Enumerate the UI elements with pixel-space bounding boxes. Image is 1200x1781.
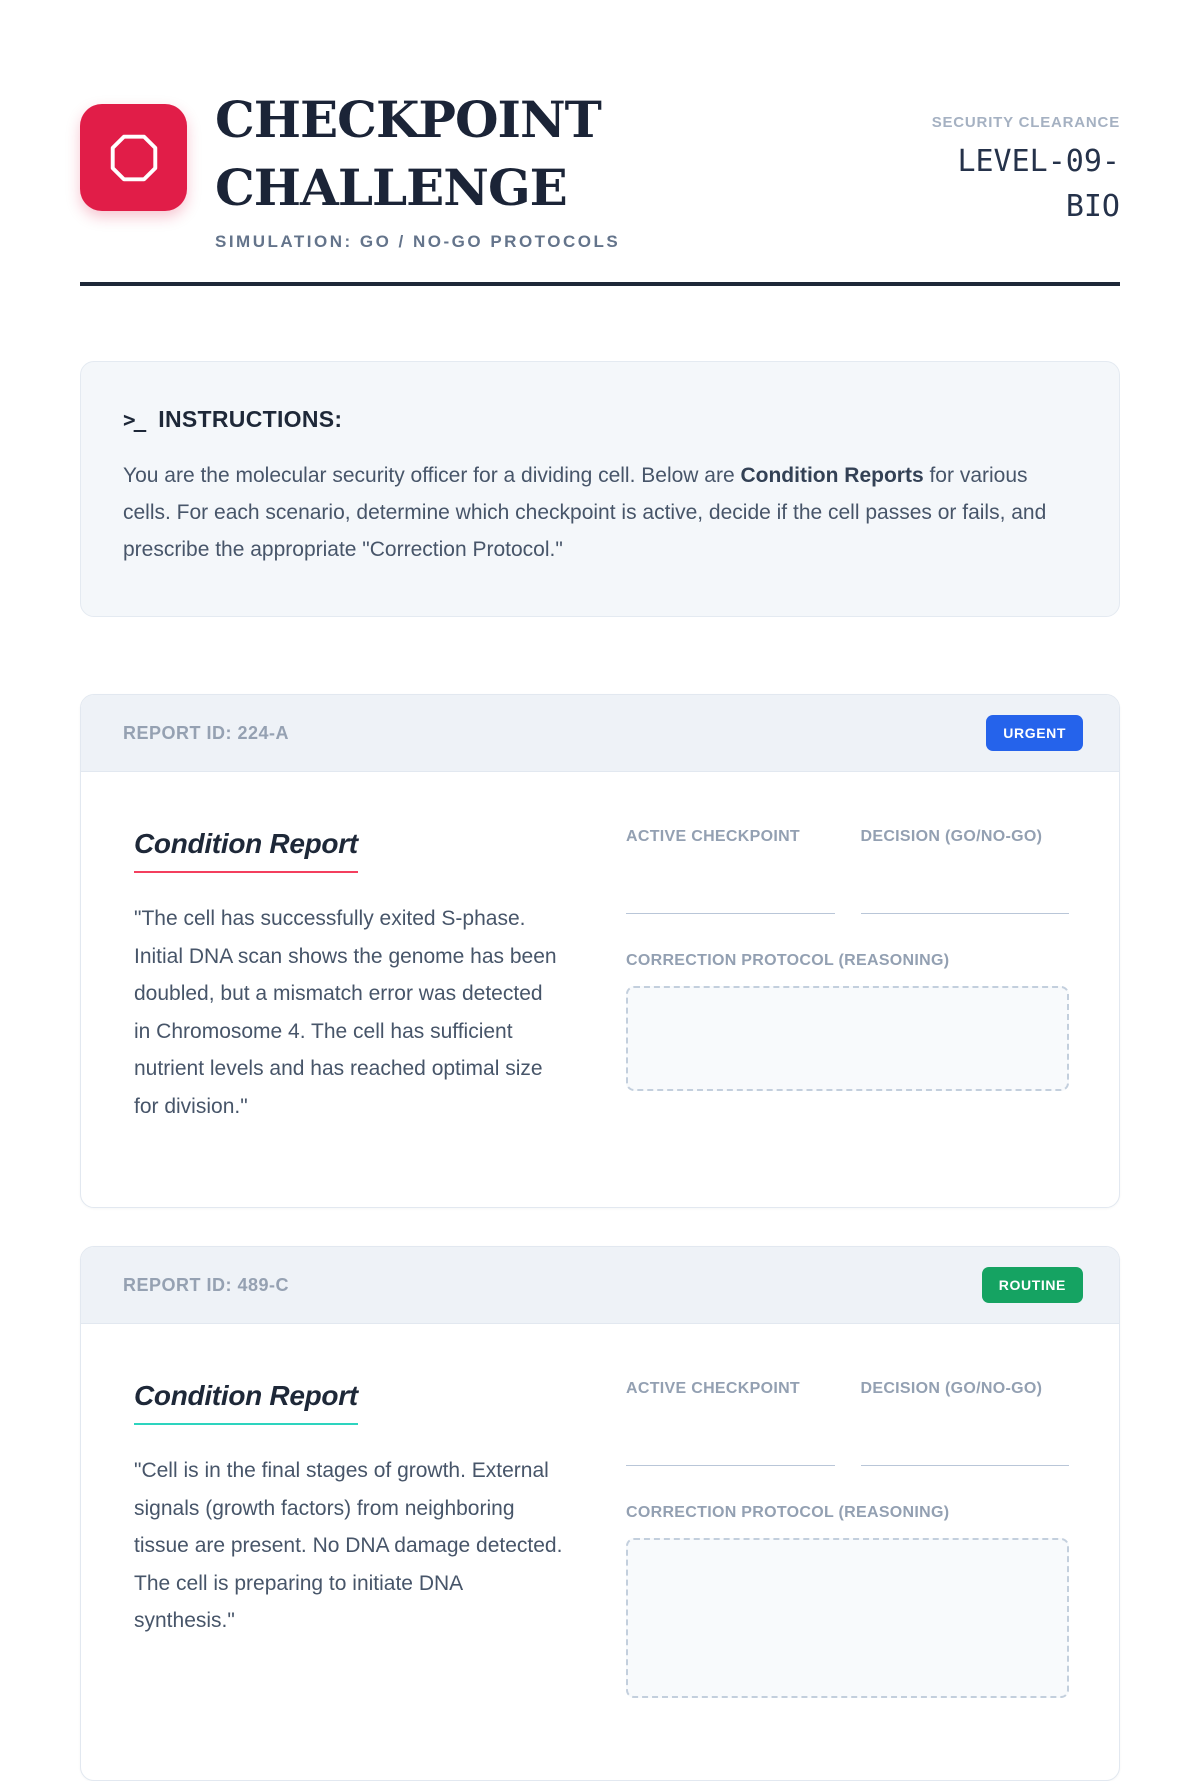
answer-fields-row [626, 828, 1069, 914]
condition-report-column [134, 828, 564, 1125]
decision-field [861, 1380, 1070, 1466]
app-logo [80, 104, 187, 211]
page-title-line1: CHECKPOINT [215, 90, 601, 149]
decision-answer-blank[interactable] [861, 1398, 1070, 1466]
active-checkpoint-answer-blank[interactable] [626, 1398, 835, 1466]
report-card-header [81, 695, 1119, 772]
answer-column [626, 828, 1069, 1125]
page-title [215, 86, 905, 222]
header-divider [80, 282, 1120, 286]
instructions-body [123, 457, 1077, 568]
active-checkpoint-label: ACTIVE CHECKPOINT [626, 828, 800, 845]
answer-column [626, 1380, 1069, 1698]
active-checkpoint-field [626, 828, 835, 914]
routine-badge: ROUTINE [982, 1267, 1083, 1303]
condition-report-text: "The cell has successfully exited S-phase. Initial DNA scan shows the genome has been doubled, but a mismatch error was detected in Chromosome 4. The cell has sufficient nutrient levels and has reached optimal size for division." [134, 907, 557, 1118]
instructions-title: INSTRUCTIONS: [158, 406, 343, 432]
correction-protocol-label: CORRECTION PROTOCOL (REASONING) [626, 1504, 950, 1521]
decision-label: DECISION (GO/NO-GO) [860, 828, 1043, 845]
stop-octagon-icon [106, 130, 162, 186]
report-card-header [81, 1247, 1119, 1324]
decision-answer-blank[interactable] [861, 846, 1070, 914]
decision-label: DECISION (GO/NO-GO) [860, 1380, 1043, 1397]
page-subtitle: SIMULATION: GO / NO-GO PROTOCOLS [215, 232, 621, 251]
urgent-badge: URGENT [986, 715, 1083, 751]
condition-report-title: Condition Report [134, 1380, 358, 1425]
report-card-489-c [80, 1246, 1120, 1781]
decision-field [861, 828, 1070, 914]
report-id-label: REPORT ID: 224-A [123, 722, 290, 743]
instructions-header [123, 406, 1077, 433]
clearance-label: SECURITY CLEARANCE [931, 114, 1120, 131]
report-card-224-a [80, 694, 1120, 1208]
security-clearance [905, 114, 1120, 229]
title-block [215, 86, 905, 252]
report-card-body [81, 1324, 1119, 1780]
correction-protocol-answer-box[interactable] [626, 1538, 1069, 1698]
correction-protocol-label: CORRECTION PROTOCOL (REASONING) [626, 952, 950, 969]
page-header [80, 86, 1120, 252]
report-id-label: REPORT ID: 489-C [123, 1274, 290, 1295]
condition-report-title: Condition Report [134, 828, 358, 873]
report-card-body [81, 772, 1119, 1207]
active-checkpoint-label: ACTIVE CHECKPOINT [626, 1380, 800, 1397]
page-title-line2: CHALLENGE [215, 158, 567, 217]
clearance-value: LEVEL-09-BIO [957, 144, 1120, 224]
instructions-text-before: You are the molecular security officer for a dividing cell. Below are [123, 464, 741, 487]
correction-protocol-answer-box[interactable] [626, 986, 1069, 1091]
condition-report-text: "Cell is in the final stages of growth. External signals (growth factors) from neighboring tissue are present. No DNA damage detected. The cell is preparing to initiate DNA synthesis." [134, 1459, 563, 1632]
instructions-text-bold: Condition Reports [740, 464, 924, 487]
active-checkpoint-answer-blank[interactable] [626, 846, 835, 914]
instructions-panel [80, 361, 1120, 617]
active-checkpoint-field [626, 1380, 835, 1466]
answer-fields-row [626, 1380, 1069, 1466]
condition-report-column [134, 1380, 564, 1698]
terminal-prompt-icon: >_ [123, 407, 145, 432]
instructions-text-after: for various cells. For each scenario, determine which checkpoint is active, decide if the cell passes or fails, and prescribe the appropriate "Correction Protocol." [123, 464, 1047, 561]
